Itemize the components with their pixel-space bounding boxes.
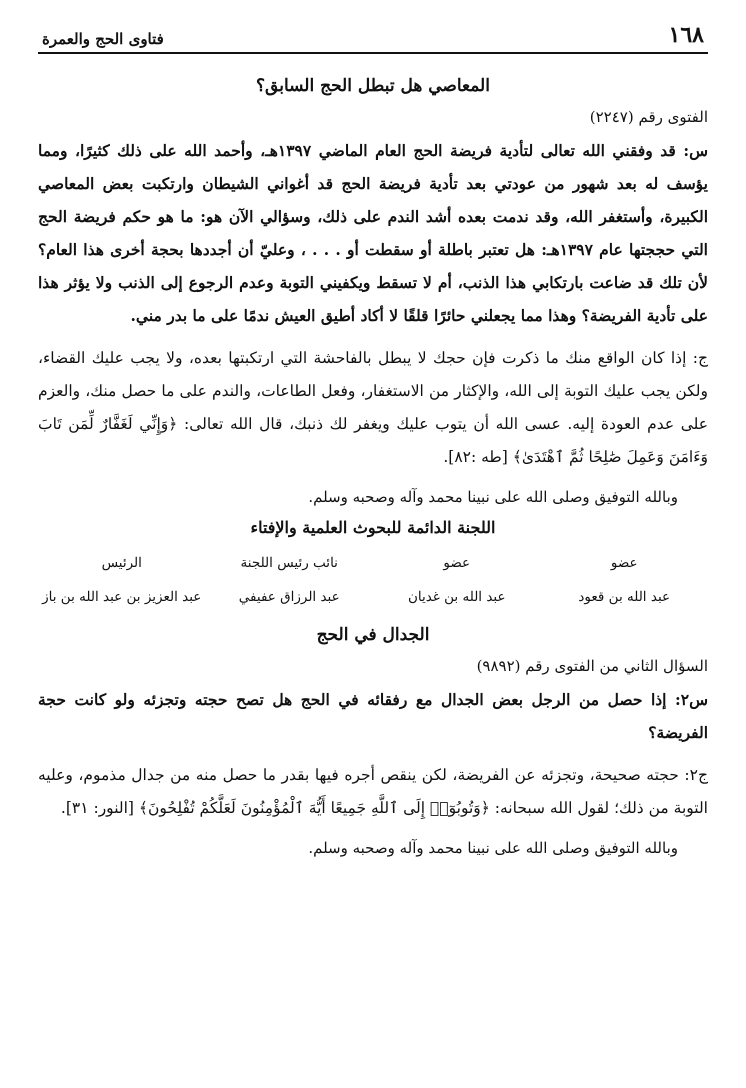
- answer-text-2: ج٢: حجته صحيحة، وتجزئه عن الفريضة، لكن ينقص أجره فيها بقدر ما حصل منه من جدال مذموم، وعليه التوبة من ذلك؛ لقول الله سبحانه: ﴿وَتُوبُوٓا۟ إِلَى ٱللَّهِ جَمِيعًا أَيُّهَ ٱلْمُؤْمِنُونَ لَعَلَّكُمْ تُفْلِحُونَ﴾ [النور: ٣١].: [38, 766, 708, 817]
- member-name: عبد الله بن غديان: [407, 589, 506, 605]
- question-text-2: س٢: إذا حصل من الرجل بعض الجدال مع رفقائه في الحج هل تصح حجته وتجزئه ولو كانت حجة الفريضة؟: [38, 690, 708, 742]
- book-title: فتاوى الحج والعمرة: [42, 30, 164, 48]
- question-text: س: قد وفقني الله تعالى لتأدية فريضة الحج العام الماضي ١٣٩٧هـ، وأحمد الله على ذلك كثيرًا، ومما يؤسف له بعد شهور من عودتي بعد تأدية فريضة الحج قد أغواني الشيطان وارتكبت بعض المعاصي الكبيرة، وأستغفر الله، وقد ندمت بعده أشد الندم على ذلك، وسؤالي الآن هو: ما هو حكم فريضة الحج التي حججتها عام ١٣٩٧هـ: هل تعتبر باطلة أو سقطت أو . . . ، وعليّ أن أجددها بحجة أخرى هذا العام؟ لأن تلك قد ضاعت بارتكابي هذا الذنب، أم لا تسقط ويكفيني التوبة وعدم الرجوع إلى الذنب ولا يؤثر هذا على تأدية الفريضة؟ وهذا مما يجعلني حائرًا قلقًا لا أكاد أطيق العيش ندمًا على ما بدر مني.: [38, 141, 709, 325]
- section-title-sins: المعاصي هل تبطل الحج السابق؟: [256, 76, 490, 96]
- committee-title: اللجنة الدائمة للبحوث العلمية والإفتاء: [250, 518, 496, 537]
- fatwa-number-2: السؤال الثاني من الفتوى رقم (٩٨٩٢): [476, 657, 708, 675]
- section-title-argument: الجدال في الحج: [316, 625, 430, 645]
- member-name: عبد الله بن قعود: [578, 589, 671, 605]
- member-name: عبد الرزاق عفيفي: [238, 589, 340, 605]
- member-role: عضو: [610, 555, 638, 571]
- closing-text: وبالله التوفيق وصلى الله على نبينا محمد وآله وصحبه وسلم.: [308, 488, 678, 506]
- page-header: [38, 22, 708, 54]
- page-number: ١٦٨: [668, 22, 704, 48]
- committee-members: [38, 555, 708, 605]
- member-role: الرئيس: [101, 555, 142, 571]
- member-role: نائب رئيس اللجنة: [240, 555, 338, 571]
- member-role: عضو: [443, 555, 471, 571]
- closing-text-2: وبالله التوفيق وصلى الله على نبينا محمد وآله وصحبه وسلم.: [308, 839, 678, 857]
- fatwa-number: الفتوى رقم (٢٢٤٧): [589, 108, 708, 126]
- answer-text: ج: إذا كان الواقع منك ما ذكرت فإن حجك لا يبطل بالفاحشة التي ارتكبتها بعده، ولا يجب عليك القضاء، ولكن يجب عليك التوبة إلى الله، والإكثار من الاستغفار، وفعل الطاعات، والندم على ما حصل منك، والعزم على عدم العودة إليه. عسى الله أن يتوب عليك ويغفر لك ذنبك، قال الله تعالى: ﴿وَإِنِّي لَغَفَّارٌ لِّمَن تَابَ وَءَامَنَ وَعَمِلَ صَٰلِحًا ثُمَّ ٱهْتَدَىٰ﴾ [طه :٨٢].: [38, 349, 708, 466]
- member-name: عبد العزيز بن عبد الله بن باز: [42, 589, 202, 605]
